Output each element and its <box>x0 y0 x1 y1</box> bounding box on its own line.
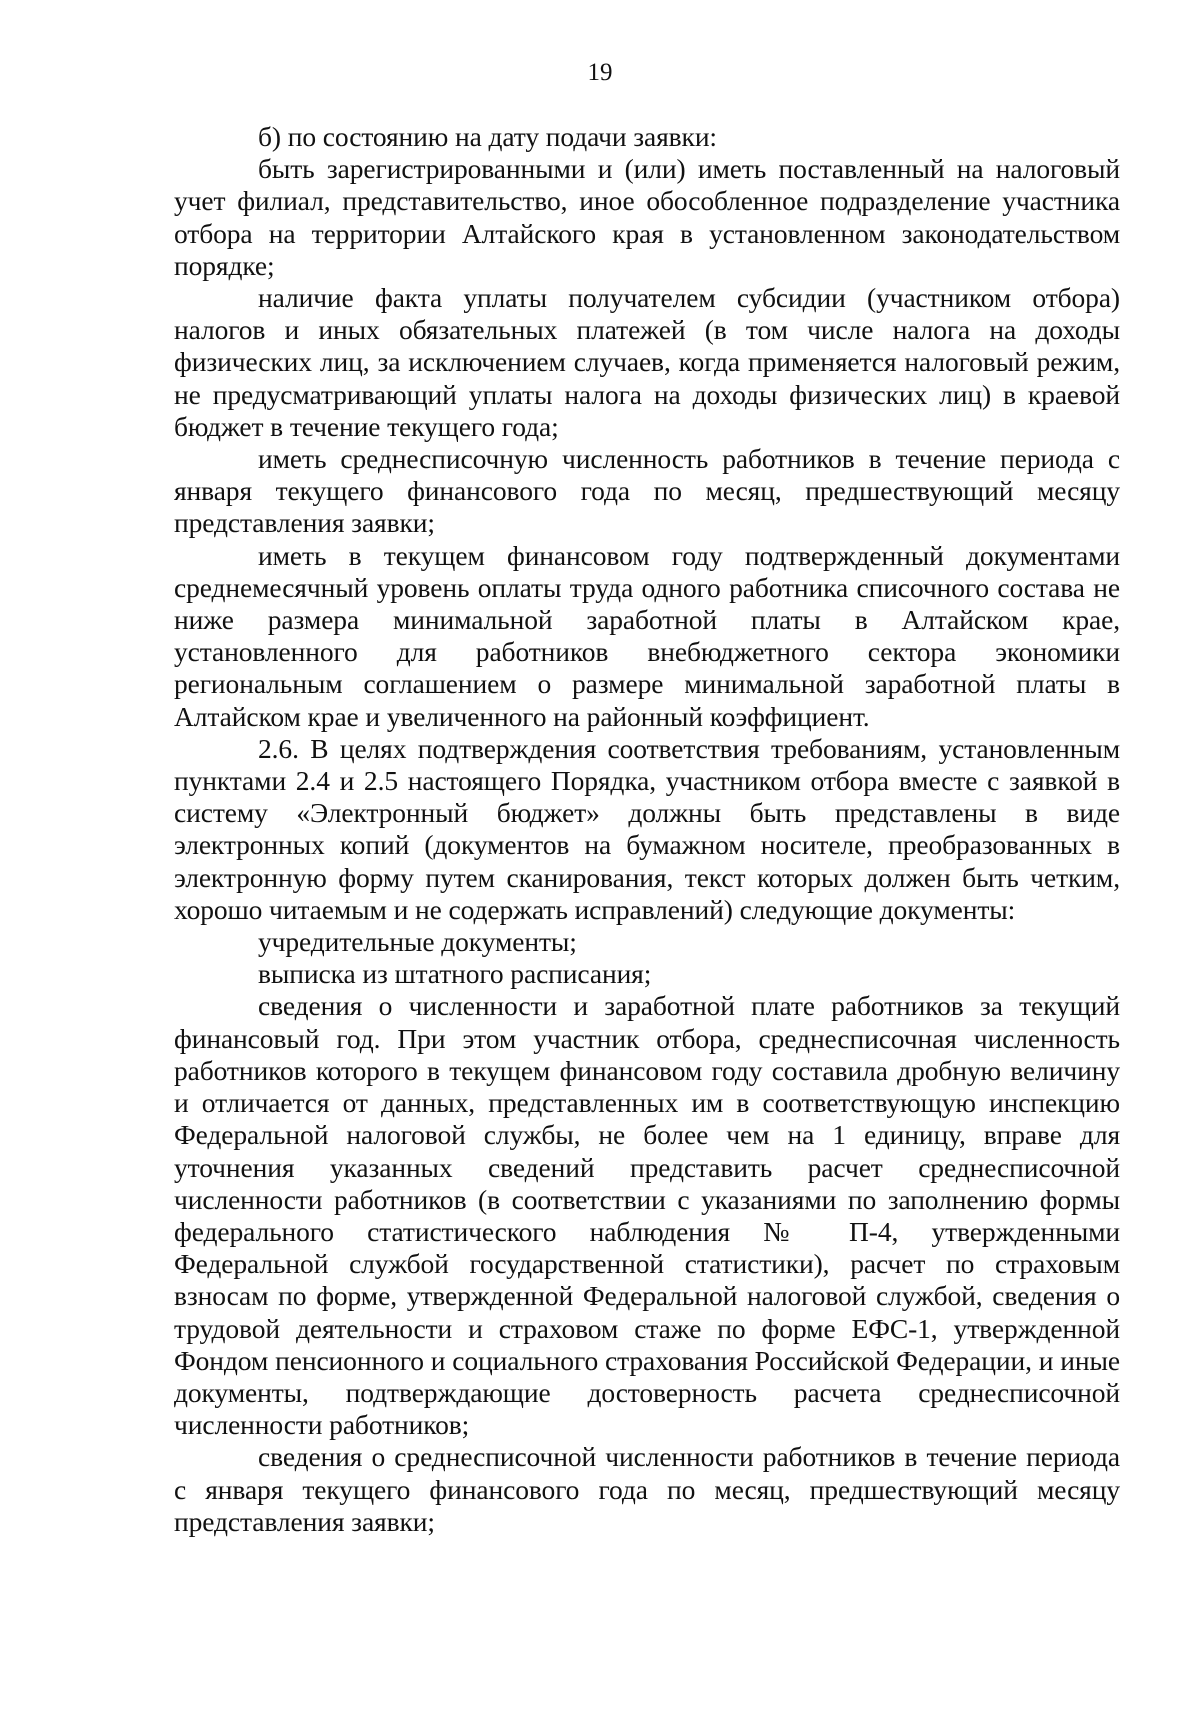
paragraph-headcount-salary-info: сведения о численности и заработной плате работников за текущий финансовый год. При этом участник отбора, среднесписочная численность работников которого в текущем финансовом году составила дробную величину и отличается от данных, представленных им в соответствующую инспекцию Федеральной налоговой службы, не более чем на 1 единицу, вправе для уточнения указанных сведений представить расчет среднесписочной численности работников (в соответствии с указаниями по заполнению формы федерального статистического наблюдения № П-4, утвержденными Федеральной службой государственной статистики), расчет по страховым взносам по форме, утвержденной Федеральной налоговой службой, сведения о трудовой деятельности и страховом стаже по форме ЕФС-1, утвержденной Фондом пенсионного и социального страхования Российской Федерации, и иные документы, подтверждающие достоверность расчета среднесписочной численности работников; <box>174 990 1120 1441</box>
paragraph-salary-level: иметь в текущем финансовом году подтвержденный документами среднемесячный уровень оплаты труда одного работника списочного состава не ниже размера минимальной заработной платы в Алтайском крае, установленного для работников внебюджетного сектора экономики региональным соглашением о размере минимальной заработной платы в Алтайском крае и увеличенного на районный коэффициент. <box>174 539 1120 732</box>
paragraph-tax-payment: наличие факта уплаты получателем субсидии (участником отбора) налогов и иных обязательных платежей (в том числе налога на доходы физических лиц, за исключением случаев, когда применяется налоговый режим, не предусматривающий уплаты налога на доходы физических лиц) в краевой бюджет в течение текущего года; <box>174 282 1120 442</box>
paragraph-average-headcount-info: сведения о среднесписочной численности работников в течение периода с января текущего финансового года по месяц, предшествующий месяцу представления заявки; <box>174 1441 1120 1537</box>
paragraph-registration: быть зарегистрированными и (или) иметь поставленный на налоговый учет филиал, представительство, иное обособленное подразделение участника отбора на территории Алтайского края в установленном законодательством порядке; <box>174 153 1120 281</box>
paragraph-staff-schedule: выписка из штатного расписания; <box>258 958 652 990</box>
document-body <box>174 121 1120 1538</box>
paragraph-section-2-6: 2.6. В целях подтверждения соответствия требованиям, установленным пунктами 2.4 и 2.5 настоящего Порядка, участником отбора вместе с заявкой в систему «Электронный бюджет» должны быть представлены в виде электронных копий (документов на бумажном носителе, преобразованных в электронную форму путем сканирования, текст которых должен быть четким, хорошо читаемым и не содержать исправлений) следующие документы: <box>174 732 1120 925</box>
paragraph-founding-documents: учредительные документы; <box>258 926 577 958</box>
page-number: 19 <box>587 59 613 86</box>
paragraph-headcount: иметь среднесписочную численность работников в течение периода с января текущего финансового года по месяц, предшествующий месяцу представления заявки; <box>174 443 1120 539</box>
paragraph-item-b: б) по состоянию на дату подачи заявки: <box>258 121 717 152</box>
